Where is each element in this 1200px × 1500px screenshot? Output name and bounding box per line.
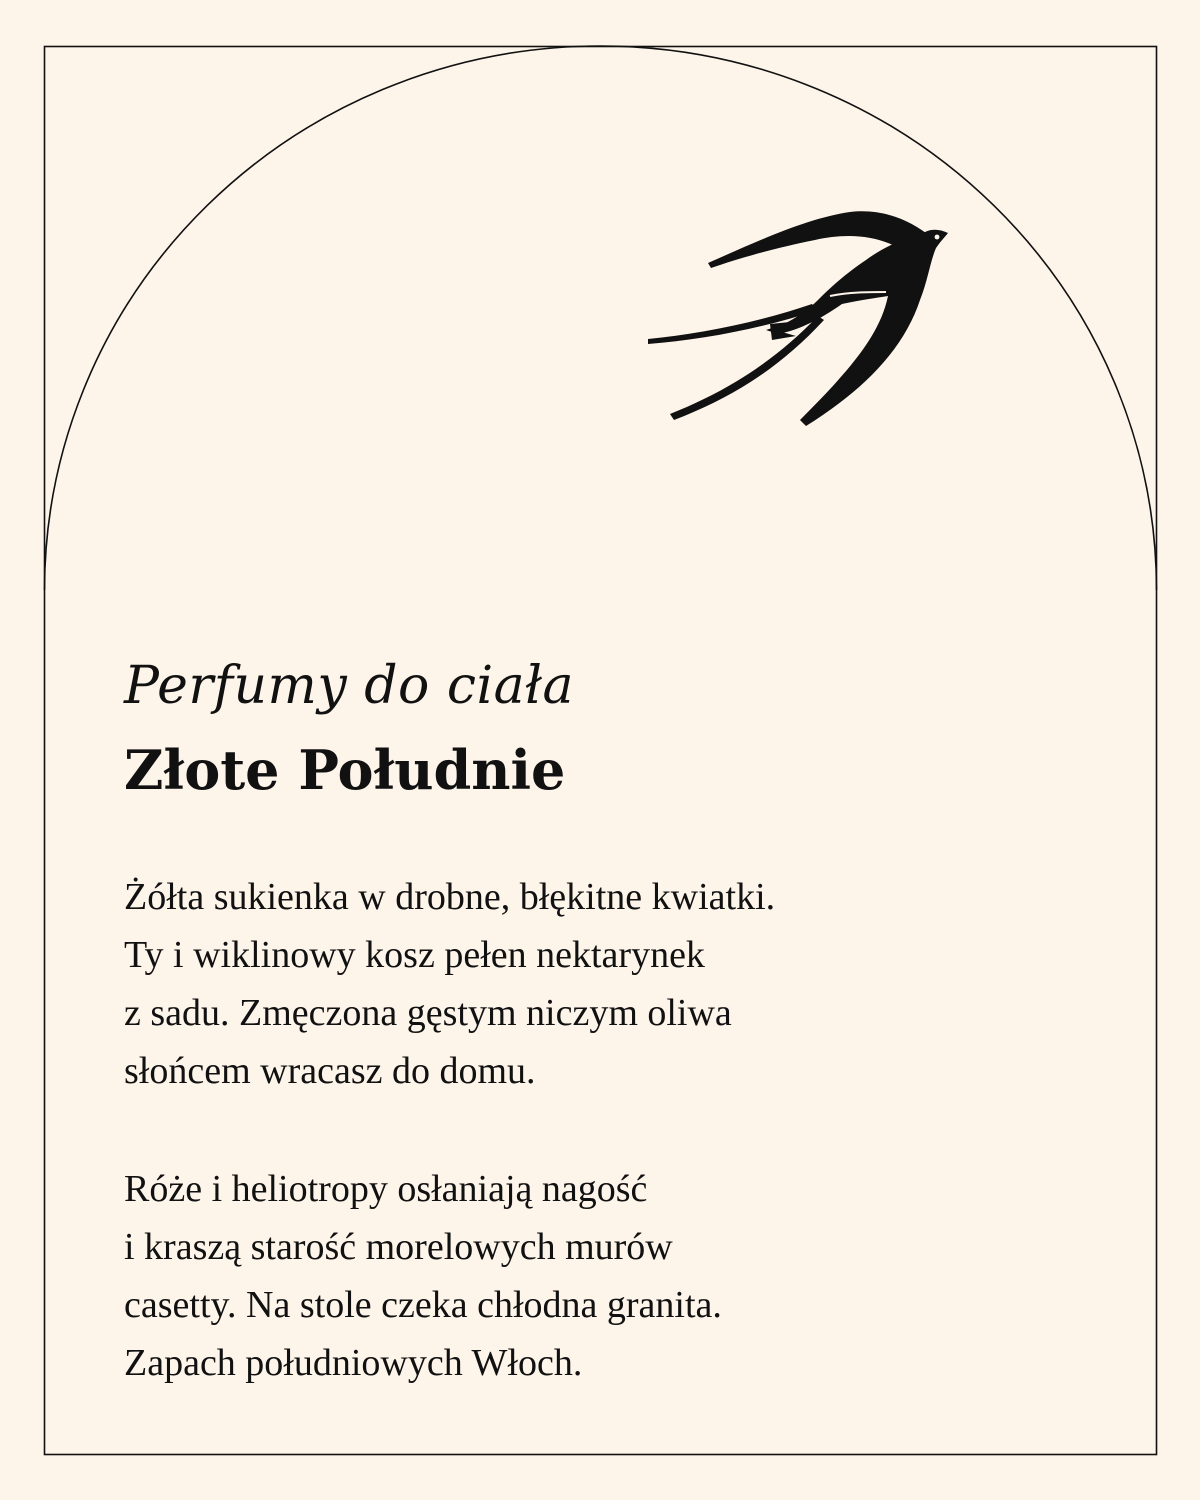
swallow-tail-lower — [670, 316, 824, 420]
paragraph-line: Ty i wiklinowy kosz pełen nektarynek — [124, 934, 705, 976]
product-name: Złote Południe — [124, 738, 566, 802]
paragraph-line: z sadu. Zmęczona gęstym niczym oliwa — [124, 992, 732, 1034]
paragraph-line: Róże i heliotropy osłaniają nagość — [124, 1168, 648, 1210]
swallow-eye — [935, 235, 940, 240]
swallow-icon — [640, 200, 960, 440]
product-description — [124, 650, 1084, 1392]
paragraph-line: i kraszą starość morelowych murów — [124, 1226, 673, 1268]
paragraph-line: Żółta sukienka w drobne, błękitne kwiatki. — [124, 876, 776, 918]
paragraph-line: Zapach południowych Włoch. — [124, 1342, 583, 1384]
product-category: Perfumy do ciała — [124, 656, 574, 716]
description-paragraph-1 — [124, 868, 1084, 1100]
paragraph-line: casetty. Na stole czeka chłodna granita. — [124, 1284, 722, 1326]
paragraph-line: słońcem wracasz do domu. — [124, 1050, 536, 1092]
arch-line — [45, 46, 1157, 590]
description-paragraph-2 — [124, 1160, 1084, 1392]
swallow-body — [766, 230, 948, 426]
